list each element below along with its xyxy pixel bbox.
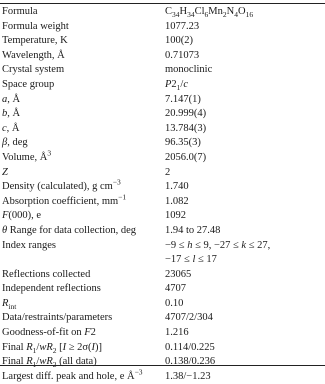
row-value: 1.740 [165, 181, 189, 193]
table-bottom-rule [0, 365, 325, 366]
table-row [2, 239, 325, 268]
row-value: 1.94 to 27.48 [165, 224, 221, 236]
space-group-value: $P2_1/c$ [165, 78, 189, 93]
table-row [2, 282, 325, 297]
table-row [2, 192, 325, 210]
table-row [2, 93, 325, 108]
row-label: Formula weight [2, 20, 69, 32]
table-row [2, 166, 325, 181]
row-value: 1077.23 [165, 20, 200, 32]
theta-range-label: θ Range for data collection, deg [2, 224, 137, 236]
row-value: 4707/2/304 [165, 312, 213, 324]
row-label: Temperature, K [2, 35, 68, 47]
row-value: 1.38/−1.23 [165, 370, 211, 382]
volume-label: Volume, $Å^3$ [2, 148, 52, 163]
rint-label: $R_{int}$ [2, 297, 17, 311]
row-value: 2 [165, 166, 171, 178]
table-row [2, 49, 325, 64]
formula-value: $C_{34}H_{34}Cl_6Mn_2N_4O_{16}$ [165, 6, 254, 20]
table-row [2, 34, 325, 49]
row-label: Wavelength, Å [2, 49, 65, 61]
table-row [2, 122, 325, 137]
row-value: 7.147(1) [165, 93, 201, 105]
index-ranges-value: −9 ≤ h ≤ 9, −27 ≤ k ≤ 27, −17 ≤ l ≤ 17 [165, 239, 271, 266]
table-row [2, 326, 325, 341]
final-r-all-label: Final $R_1/wR_2$ (all data) [2, 356, 97, 370]
table-row [2, 177, 325, 195]
table-row [2, 297, 325, 312]
table-row [2, 107, 325, 122]
table-top-rule [0, 3, 325, 4]
z-label: Z [2, 166, 8, 178]
absorption-label: Absorption coefficient, $mm^{-1}$ [2, 192, 127, 207]
diff-peak-label: Largest diff. peak and hole, e $Å^{-3}$ [2, 367, 143, 382]
row-value: monoclinic [165, 64, 213, 76]
row-label: Index ranges [2, 239, 56, 251]
goodness-of-fit-label: Goodness-of-fit on F2 [2, 327, 96, 339]
final-r-observed-label: Final $R_1/wR_2$ [I ≥ 2σ(I)] [2, 341, 103, 355]
row-label: Independent reflections [2, 283, 101, 295]
crystal-data-table [2, 5, 325, 384]
table-row [2, 63, 325, 78]
row-value: 23065 [165, 268, 192, 280]
table-row [2, 341, 325, 356]
table-row [2, 355, 325, 370]
f000-label: F(000), e [2, 210, 42, 222]
row-value: 100(2) [165, 35, 193, 47]
table-row [2, 20, 325, 35]
row-value: 0.71073 [165, 49, 200, 61]
row-label: Reflections collected [2, 268, 91, 280]
row-value: 4707 [165, 283, 186, 295]
row-label: Data/restraints/parameters [2, 312, 113, 324]
density-label: Density (calculated), g $cm^{-3}$ [2, 177, 121, 193]
row-value: 13.784(3) [165, 122, 207, 134]
table-row [2, 148, 325, 166]
table-row [2, 311, 325, 326]
row-value: 20.999(4) [165, 108, 207, 120]
row-label: Crystal system [2, 64, 65, 76]
row-value: 0.138/0.236 [165, 356, 216, 368]
row-value: 1.082 [165, 195, 189, 207]
beta-label: β, deg [2, 137, 28, 149]
row-value: 0.114/0.225 [165, 341, 215, 353]
row-value: 1.216 [165, 327, 189, 339]
row-label: Space group [2, 78, 55, 90]
table-row [2, 268, 325, 283]
row-label: Formula [2, 6, 38, 17]
cell-c-label: c, Å [2, 122, 20, 134]
row-value: 96.35(3) [165, 137, 201, 149]
table-row [2, 5, 325, 20]
cell-a-label: a, Å [2, 93, 21, 105]
row-value: 1092 [165, 210, 186, 222]
table-row [2, 224, 325, 239]
table-row [2, 209, 325, 224]
row-value: 0.10 [165, 297, 184, 309]
table-row [2, 78, 325, 93]
cell-b-label: b, Å [2, 108, 21, 120]
row-value: 2056.0(7) [165, 151, 207, 163]
